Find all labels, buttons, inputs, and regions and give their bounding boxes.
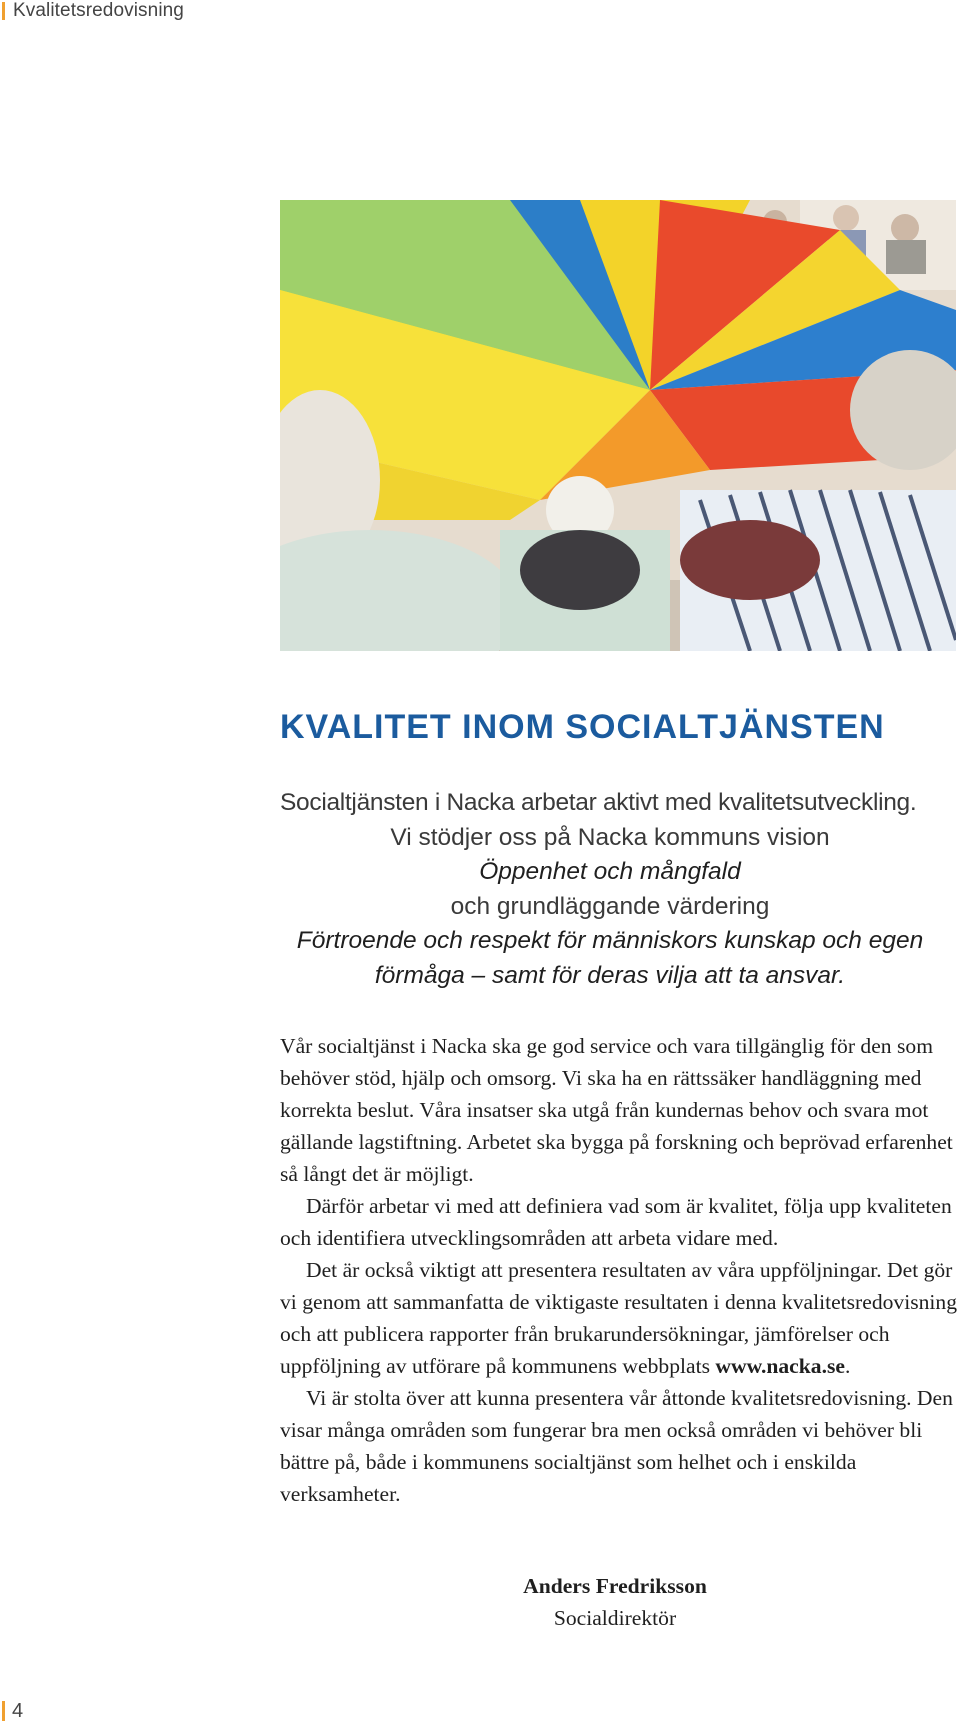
footer-accent-bar: [2, 1701, 5, 1721]
signature-role: Socialdirektör: [553, 1606, 677, 1630]
intro-line: och grundläggande värdering: [450, 892, 770, 920]
body-paragraph: Vi är stolta över att kunna presentera vår åttonde kvalitetsredovisning. Den visar många områden som fungerar bra men också områden vi behöver bli bättre på, både i kommunens socialtjänst som helhet och i enskilda verksamheter.: [280, 1386, 953, 1506]
intro-line: Socialtjänsten i Nacka arbetar aktivt med kvalitetsutveckling.: [280, 789, 917, 816]
running-header: [2, 0, 184, 22]
body-paragraph: [280, 1254, 960, 1382]
intro-block: [280, 786, 940, 993]
body-paragraph-text: Det är också viktigt att presentera resultaten av våra uppföljningar. Det gör vi genom att sammanfatta de viktigaste resultaten i denna kvalitetsredovisning och att publicera rapporter från brukarundersökningar, jämförelser och uppföljning av utförare på kommunens webbplats: [280, 1258, 958, 1378]
signature-block: [480, 1570, 750, 1634]
section-label: Kvalitetsredovisning: [13, 0, 184, 21]
page-title: KVALITET INOM SOCIALTJÄNSTEN: [280, 708, 885, 746]
values-statement-line: förmåga – samt för deras vilja att ta ansvar.: [374, 961, 846, 989]
header-accent-bar: [2, 2, 5, 20]
photo-parachute-activity-icon: [280, 200, 956, 651]
article-body: [280, 1030, 960, 1510]
vision-statement: Öppenhet och mångfald: [479, 858, 741, 885]
website-link[interactable]: www.nacka.se: [715, 1354, 845, 1378]
page-footer: [2, 1697, 23, 1725]
body-paragraph: Vår socialtjänst i Nacka ska ge god service och vara tillgänglig för den som behöver stöd, hjälp och omsorg. Vi ska ha en rättssäker handläggning med korrekta beslut. Våra insatser ska utgå från kundernas behov och svara mot gällande lagstiftning. Arbetet ska bygga på forskning och beprövad erfarenhet så långt det är möjligt.: [280, 1034, 953, 1186]
article-photo: [280, 200, 956, 651]
signature-name: Anders Fredriksson: [523, 1574, 707, 1598]
body-paragraph: Därför arbetar vi med att definiera vad som är kvalitet, följa upp kvaliteten och identifiera utvecklingsområden att arbeta vidare med.: [280, 1194, 952, 1250]
body-paragraph-end: .: [844, 1354, 851, 1378]
values-statement-line: Förtroende och respekt för människors kunskap och egen: [296, 927, 924, 954]
intro-line: Vi stödjer oss på Nacka kommuns vision: [390, 823, 830, 851]
page-number: 4: [12, 1699, 24, 1722]
